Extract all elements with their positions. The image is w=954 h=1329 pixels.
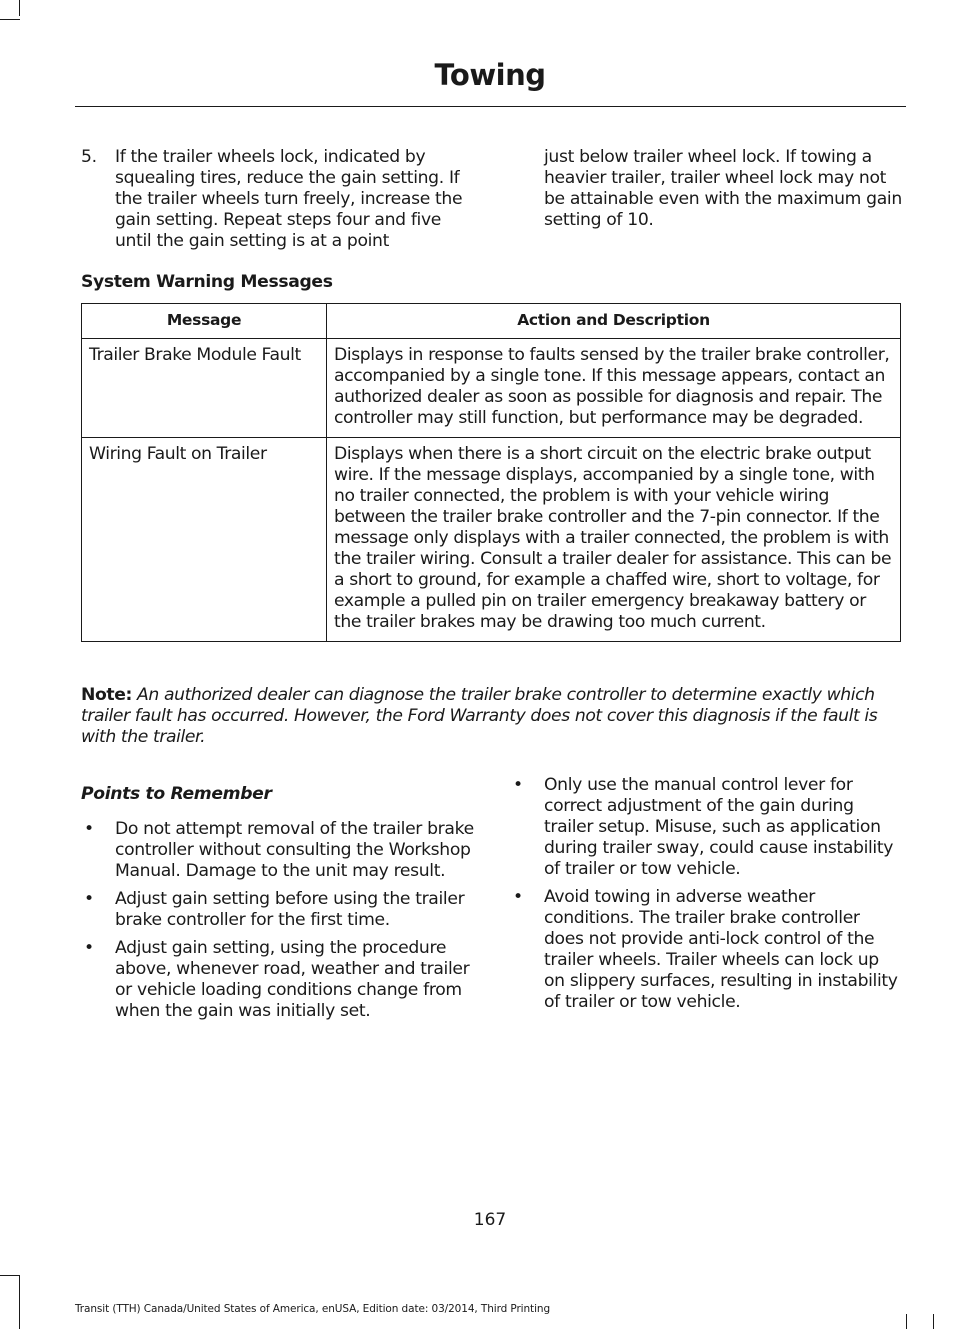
page-title: Towing	[434, 58, 546, 92]
title-divider	[75, 106, 906, 107]
step-text-left: If the trailer wheels lock, indicated by squealing tires, reduce the gain setting. If the trailer wheels turn freely, increase the gain setting. Repeat steps four and five until the gain setting is at a point	[115, 147, 463, 251]
crop-mark-top-left-vertical	[19, 0, 20, 16]
points-list-left	[81, 819, 476, 1022]
crop-mark-top-left-horizontal	[0, 19, 20, 20]
crop-mark-bottom-right-vertical-a	[906, 1314, 907, 1329]
list-item	[510, 887, 904, 1013]
step-5-left	[81, 147, 476, 252]
bullet-icon: •	[84, 819, 94, 839]
table-header-row	[82, 304, 901, 339]
step-5	[81, 147, 476, 252]
points-list-right	[510, 775, 904, 1013]
list-item-text: Adjust gain setting before using the trailer brake controller for the first time.	[115, 889, 465, 930]
bullet-icon: •	[84, 938, 94, 958]
note-text: An authorized dealer can diagnose the trailer brake controller to determine exactly which trailer fault has occurred. However, the Ford Warranty does not cover this diagnosis if the fault is with the trailer.	[81, 685, 878, 747]
list-item	[81, 889, 476, 931]
description-cell: Displays in response to faults sensed by the trailer brake controller, accompanied by a single tone. If this message appears, contact an authorized dealer as soon as possible for diagnosis and repair. The controller may still function, but performance may be degraded.	[327, 339, 901, 438]
bullet-icon: •	[513, 775, 523, 795]
note-label: Note:	[81, 685, 132, 705]
warnings-heading: System Warning Messages	[81, 272, 333, 292]
list-item-text: Only use the manual control lever for correct adjustment of the gain during trailer setup. Misuse, such as application during trailer sway, could cause instability of trailer or tow vehicle.	[544, 775, 894, 879]
warning-messages-table	[81, 303, 901, 642]
list-item	[510, 775, 904, 880]
points-heading: Points to Remember	[81, 784, 272, 804]
table-row	[82, 438, 901, 642]
column-header-action: Action and Description	[327, 304, 901, 339]
step-number: 5.	[81, 147, 97, 167]
message-cell: Wiring Fault on Trailer	[82, 438, 327, 642]
list-item	[81, 938, 476, 1022]
message-cell: Trailer Brake Module Fault	[82, 339, 327, 438]
list-item-text: Adjust gain setting, using the procedure above, whenever road, weather and trailer or vehicle loading conditions change from when the gain was initially set.	[115, 938, 470, 1021]
page-number: 167	[473, 1210, 507, 1230]
list-item-text: Do not attempt removal of the trailer brake controller without consulting the Workshop Manual. Damage to the unit may result.	[115, 819, 474, 881]
edition-footer: Transit (TTH) Canada/United States of America, enUSA, Edition date: 03/2014, Third Printing	[75, 1303, 551, 1315]
points-left-column	[81, 819, 476, 1029]
description-cell: Displays when there is a short circuit on the electric brake output wire. If the message displays, accompanied by a single tone, with no trailer connected, the problem is with your vehicle wiring between the trailer brake controller and the 7-pin connector. If the message only displays with a trailer connected, the problem is with the trailer wiring. Consult a trailer dealer for assistance. This can be a short to ground, for example a chaffed wire, short to voltage, for example a pulled pin on trailer emergency breakaway battery or the trailer brakes may be drawing too much current.	[327, 438, 901, 642]
crop-mark-bottom-right-vertical-b	[933, 1314, 934, 1329]
list-item-text: Avoid towing in adverse weather conditions. The trailer brake controller does not provide anti-lock control of the trailer wheels. Trailer wheels can lock up on slippery surfaces, resulting in instability of trailer or tow vehicle.	[544, 887, 898, 1012]
column-header-message: Message	[82, 304, 327, 339]
list-item	[81, 819, 476, 882]
step-text-right: just below trailer wheel lock. If towing a heavier trailer, trailer wheel lock may not be attainable even with the maximum gain setting of 10.	[544, 147, 902, 230]
bullet-icon: •	[84, 889, 94, 909]
crop-mark-bottom-left-vertical	[19, 1275, 20, 1329]
crop-mark-bottom-left-horizontal	[0, 1275, 20, 1276]
points-right-column	[510, 775, 904, 1020]
note	[81, 685, 906, 748]
bullet-icon: •	[513, 887, 523, 907]
table-row	[82, 339, 901, 438]
step-5-right	[544, 147, 904, 231]
